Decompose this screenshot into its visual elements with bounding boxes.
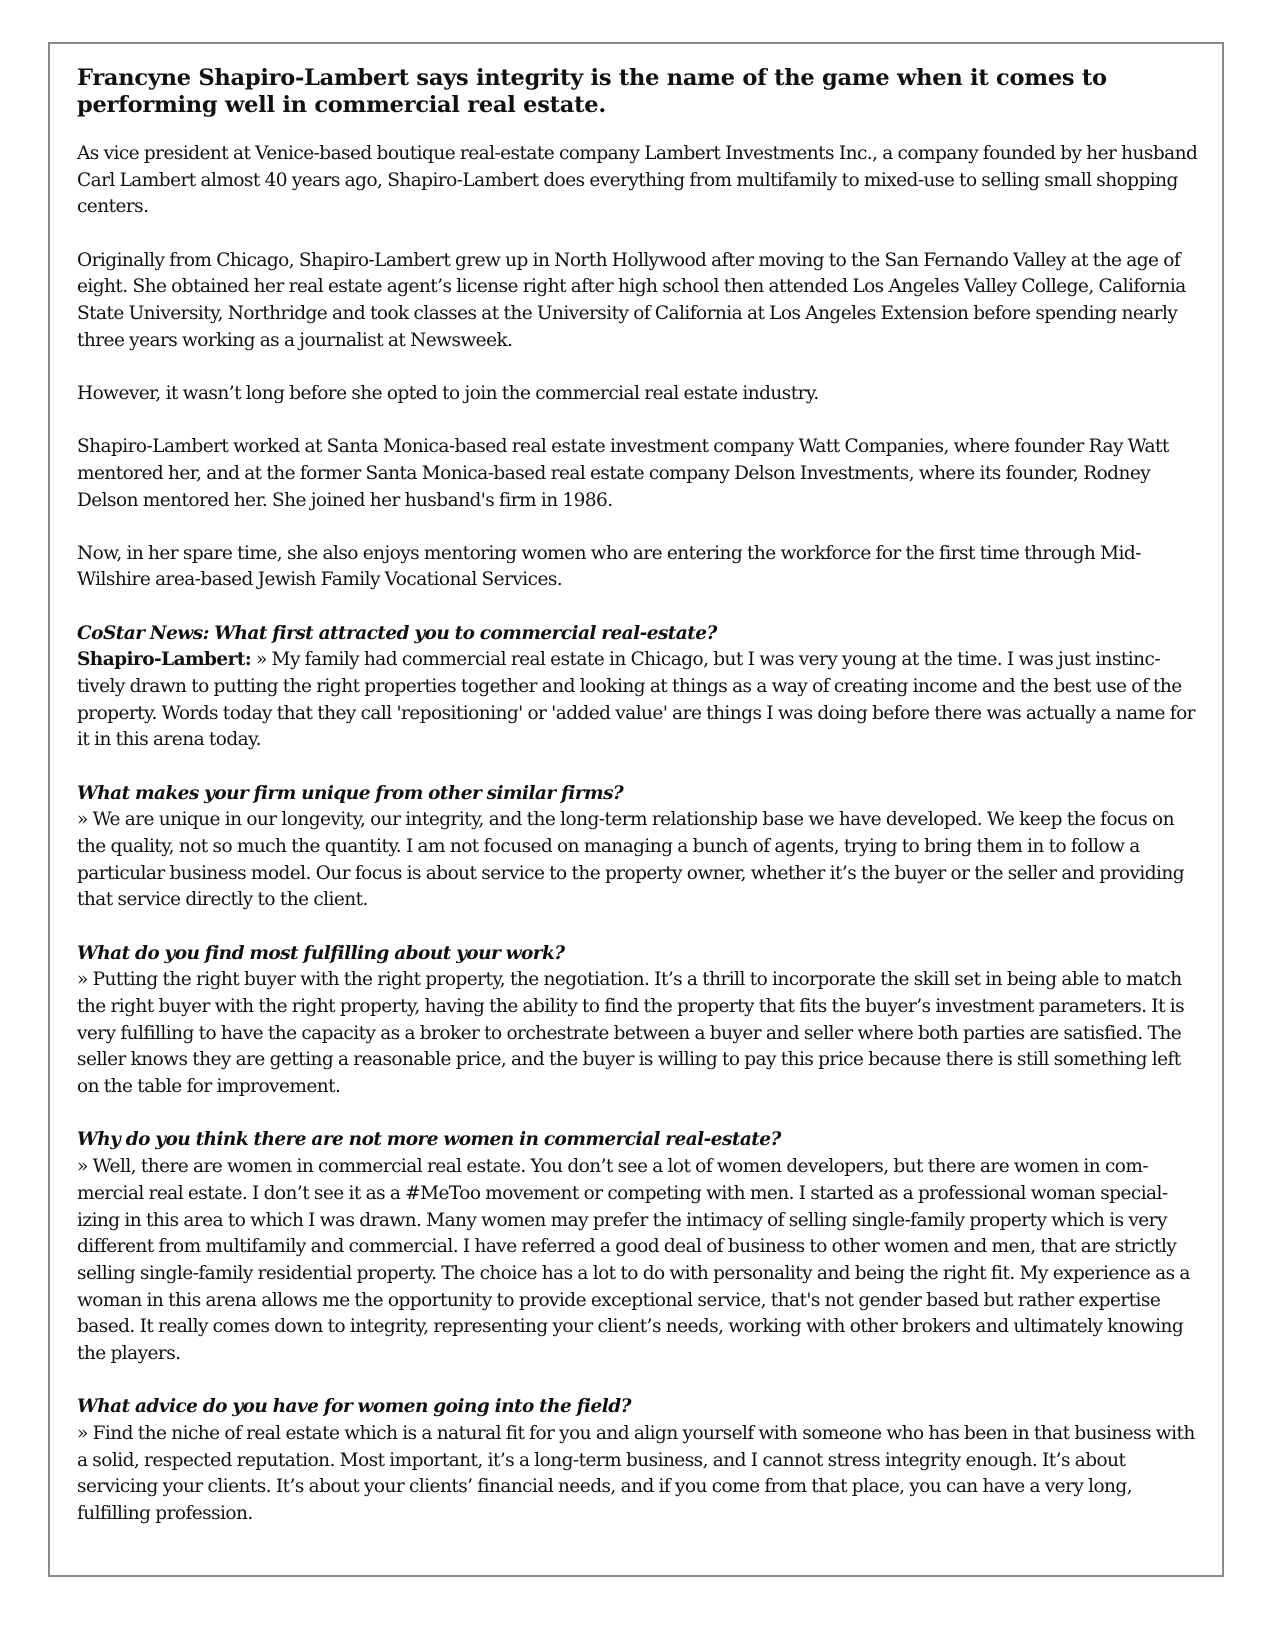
- qa-block: [77, 1394, 1198, 1528]
- speaker-label: Shapiro-Lambert:: [77, 649, 252, 671]
- background-paragraph: Originally from Chicago, Shapiro-Lambert grew up in North Hollywood after moving to the San Fernando Valley at the age of eight. She obtained her real estate agent’s license right after high school then attended Los Angeles Valley College, California State University, Northridge and took classes at the University of California at Los Angeles Extension before spending nearly three years working as a journalist at Newsweek.: [77, 249, 1186, 351]
- question: What do you find most fulfilling about your work?: [77, 942, 565, 964]
- mentors-paragraph: Shapiro-Lambert worked at Santa Monica-based real estate investment company Watt Companies, where founder Ray Watt mentored her, and at the former Santa Monica-based real estate company Delson Investments, where its founder, Rodney Delson mentored her. She joined her husband's firm in 1986.: [77, 436, 1169, 511]
- article-frame: [48, 42, 1224, 1577]
- qa-block: [77, 1127, 1198, 1367]
- answer-text: » Well, there are women in commercial real estate. You don’t see a lot of women developers, but there are women in commercial real estate. I don’t see it as a #MeToo movement or competing with men. I started as a professional woman specializing in this area to which I was drawn. Many women may prefer the intimacy of selling single-family property which is very different from multifamily and commercial. I have referred a good deal of business to other women and men, that are strictly selling single-family residential property. The choice has a lot to do with personality and being the right fit. My experience as a woman in this arena allows me the opportunity to provide exceptional service, that's not gender based but rather expertise based. It really comes down to integrity, representing your client’s needs, working with other brokers and ultimately knowing the players.: [77, 1156, 1190, 1365]
- answer-text: » Find the niche of real estate which is a natural fit for you and align yourself with someone who has been in that business with a solid, respected reputation. Most important, it’s a long-term business, and I cannot stress integrity enough. It’s about servicing your clients. It’s about your clients’ financial needs, and if you come from that place, you can have a very long, fulfilling profession.: [77, 1422, 1195, 1525]
- question: Why do you think there are not more women in commercial real-estate?: [77, 1129, 781, 1151]
- industry-paragraph: However, it wasn’t long before she opted to join the commercial real estate industry.: [77, 382, 819, 404]
- answer-text: » My family had commercial real estate in Chicago, but I was very young at the time. I was just instinctively drawn to putting the right properties together and looking at things as a way of creating income and the best use of the property. Words today that they call 'repositioning' or 'added value' are things I was doing before there was actually a name for it in this arena today.: [77, 649, 1195, 751]
- answer: [77, 649, 1195, 750]
- headline: Francyne Shapiro-Lambert says integrity is the name of the game when it comes to performing well in commercial real estate.: [77, 65, 1107, 118]
- intro-paragraph: As vice president at Venice-based boutique real-estate company Lambert Investments Inc., a company founded by her husband Carl Lambert almost 40 years ago, Shapiro-Lambert does everything from multifamily to mixed-use to selling small shopping centers.: [77, 143, 1198, 218]
- answer-text: » We are unique in our longevity, our integrity, and the long-term relationship base we have developed. We keep the focus on the quality, not so much the quantity. I am not focused on managing a bunch of agents, trying to bring them in to follow a particular business model. Our focus is about service to the property owner, whether it’s the buyer or the seller and providing that service directly to the client.: [77, 809, 1185, 911]
- question: What makes your firm unique from other similar firms?: [77, 782, 624, 804]
- spare-time-paragraph: Now, in her spare time, she also enjoys mentoring women who are entering the workforce for the first time through Mid-Wilshire area-based Jewish Family Vocational Services.: [77, 542, 1141, 591]
- answer-text: » Putting the right buyer with the right property, the negotiation. It’s a thrill to incorporate the skill set in being able to match the right buyer with the right property, having the ability to find the property that fits the buyer’s investment parameters. It is very fulfilling to have the capacity as a broker to orchestrate between a buyer and seller where both parties are satisfied. The seller knows they are getting a reasonable price, and the buyer is willing to pay this price because there is still something left on the table for improvement.: [77, 969, 1185, 1098]
- question: CoStar News: What first attracted you to commercial real-estate?: [77, 622, 717, 644]
- qa-block: [77, 781, 1198, 915]
- question: What advice do you have for women going into the field?: [77, 1396, 631, 1418]
- qa-block: [77, 941, 1198, 1101]
- qa-block: [77, 621, 1198, 755]
